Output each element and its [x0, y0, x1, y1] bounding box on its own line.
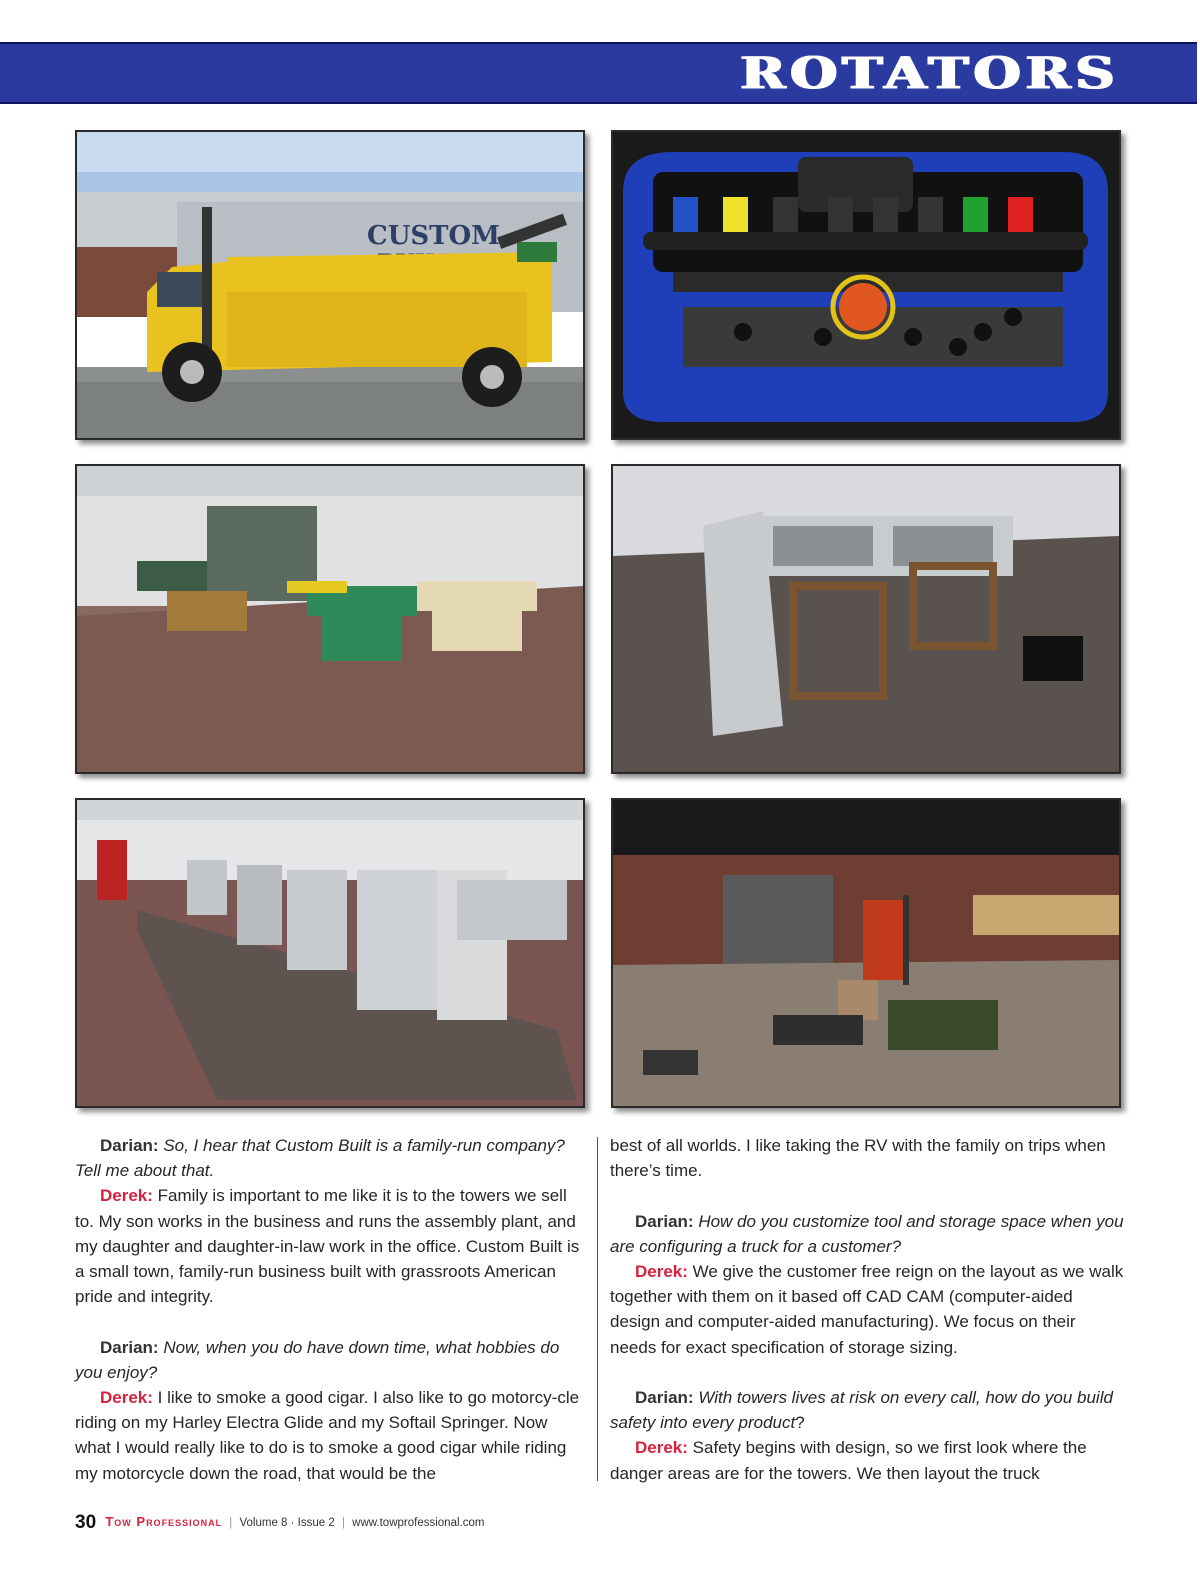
section-banner — [0, 42, 1197, 104]
photo-shop-machines — [75, 464, 585, 774]
interview-column-1 — [75, 1133, 585, 1486]
answer-text: We give the customer free reign on the layout as we walk together with them on it based off CAD CAM (computer-aided design and computer-aided manufacturing). We focus on their needs for exact specification of storage sizing. — [610, 1262, 1124, 1357]
speaker-darian: Darian: — [635, 1211, 694, 1231]
answer-text: Family is important to me like it is to the towers we sell to. My son works in the business and runs the assembly plant, and my daughter and daughter-in-law work in the office. Custom Built is a small town, family-run business built with grassroots American pride and integrity. — [75, 1186, 580, 1307]
qa-paragraph — [610, 1259, 1125, 1360]
answer-text: Safety begins with design, so we first look where the danger areas are for the towers. We then layout the truck — [610, 1438, 1087, 1483]
speaker-darian: Darian: — [100, 1337, 159, 1357]
svg-text:CUSTOM: CUSTOM — [367, 221, 500, 251]
speaker-derek: Derek: — [100, 1388, 153, 1408]
column-divider — [597, 1137, 598, 1481]
website-url: www.towprofessional.com — [352, 1517, 485, 1529]
photo-aluminum-boxes — [75, 798, 585, 1108]
page-number: 30 — [75, 1512, 97, 1533]
interview-column-2 — [610, 1133, 1125, 1486]
qa-paragraph — [610, 1209, 1125, 1259]
photo-shop-bay — [611, 798, 1121, 1108]
speaker-darian: Darian: — [635, 1388, 694, 1407]
publication-name: Tow Professional — [105, 1514, 223, 1529]
issue-info: Volume 8 · Issue 2 — [239, 1517, 335, 1529]
answer-text: I like to smoke a good cigar. I also like to go motorcy-cle riding on my Harley Electra Glide and my Softail Springer. Now what I would really like to do is to smoke a good cigar while riding my motorcycle down the road, that would be the — [75, 1388, 580, 1483]
question-text: With towers lives at risk on every call, how do you build safety into every product — [610, 1388, 1113, 1433]
question-mark: ? — [795, 1413, 805, 1433]
footer-separator: | — [229, 1517, 233, 1529]
qa-paragraph — [75, 1335, 585, 1385]
speaker-darian: Darian: — [100, 1136, 159, 1155]
qa-paragraph — [610, 1385, 1125, 1435]
footer-separator: | — [341, 1517, 345, 1529]
photo-remote-control — [611, 130, 1121, 440]
speaker-derek: Derek: — [100, 1186, 153, 1206]
question-text: How do you customize tool and storage space when you are configuring a truck for a customer? — [610, 1211, 1124, 1256]
continued-text: best of all worlds. I like taking the RV with the family on trips when there’s time. — [610, 1136, 1106, 1181]
qa-paragraph — [75, 1385, 585, 1486]
qa-paragraph — [610, 1435, 1125, 1485]
question-text: Now, when you do have down time, what hobbies do you enjoy? — [75, 1337, 560, 1382]
photo-tow-truck — [75, 130, 585, 440]
qa-paragraph — [75, 1133, 585, 1183]
speaker-derek: Derek: — [635, 1438, 688, 1458]
section-title: ROTATORS — [739, 46, 1119, 100]
question-text: So, I hear that Custom Built is a family-run company? Tell me about that. — [75, 1136, 565, 1181]
photo-aluminum-compartments — [611, 464, 1121, 774]
speaker-derek: Derek: — [635, 1262, 688, 1281]
page-footer — [75, 1512, 484, 1534]
qa-paragraph — [75, 1183, 585, 1309]
